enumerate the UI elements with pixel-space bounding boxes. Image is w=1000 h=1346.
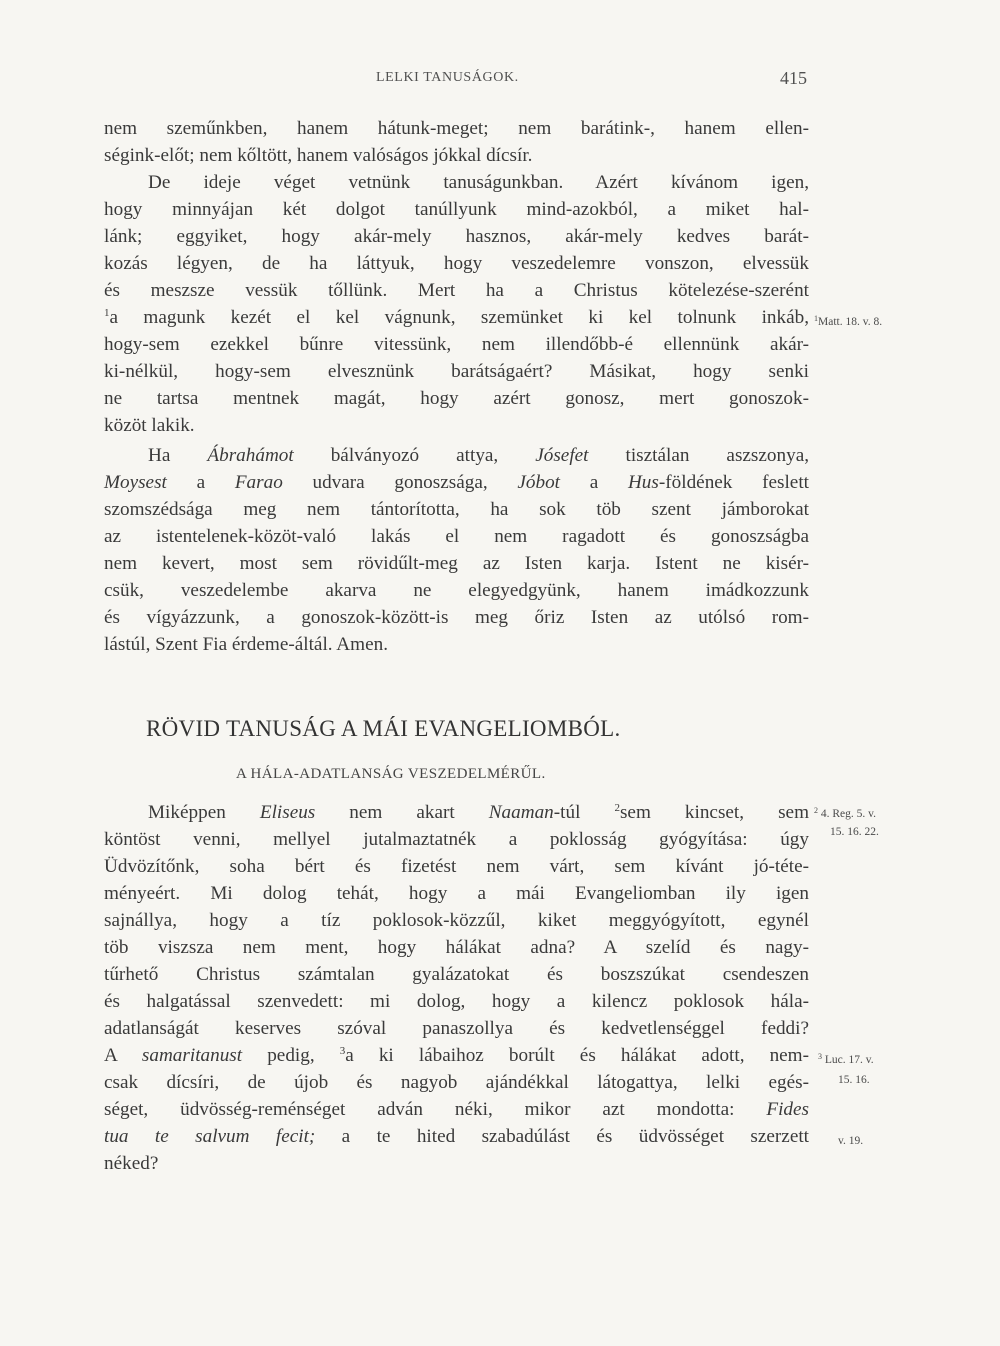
text-line: töb viszsza nem ment, hogy hálákat adna? A szelíd és nagy- xyxy=(104,937,809,958)
text-line: lástúl, Szent Fia érdeme-áltál. Amen. xyxy=(104,634,388,655)
margin-note-text: 4. Reg. 5. v. xyxy=(820,808,877,820)
italic-name: samaritanust xyxy=(141,1045,243,1066)
section-title: RÖVID TANUSÁG A MÁI EVANGELIOMBÓL. xyxy=(146,716,621,741)
text-line xyxy=(148,443,809,469)
margin-note: v. 19. xyxy=(838,1135,864,1147)
text-line: ne tartsa mentnek magát, hogy azért gonosz, mert gonoszok- xyxy=(104,388,809,409)
text-run: Miképpen xyxy=(148,802,260,823)
margin-note-text: Matt. 18. v. 8. xyxy=(818,316,883,328)
text-run: sem kincset, sem xyxy=(619,802,809,823)
footnote-mark: 3 xyxy=(339,1045,346,1057)
text-run: bálványozó attya, xyxy=(293,445,536,466)
text-run: -túl xyxy=(553,802,615,823)
text-run: nem akart xyxy=(315,802,489,823)
text-line: ki-nélkül, hogy-sem elvesznünk barátságaért? Másikat, hogy senki xyxy=(104,361,809,382)
italic-name: Naaman xyxy=(488,802,554,823)
footnote-mark: 2 xyxy=(614,802,620,814)
text-run: udvara gonoszsága, xyxy=(282,472,518,493)
italic-name: Moysest xyxy=(104,472,167,493)
text-line-content: a magunk kezét el kel vágnunk, szemünket ki kel tolnunk inkáb, xyxy=(109,307,809,328)
footnote-mark: 1 xyxy=(104,307,110,319)
text-run: Ha xyxy=(148,445,208,466)
text-line xyxy=(104,305,809,331)
italic-name: Farao xyxy=(234,472,283,493)
text-line: csak dícsíri, de újob és nagyob ajándékkal látogattya, lelki egés- xyxy=(104,1072,809,1093)
text-line xyxy=(104,1124,809,1150)
text-line: köntöst venni, mellyel jutalmaztatnék a poklosság gyógyítása: úgy xyxy=(104,829,809,850)
text-line: sajnállya, hogy a tíz poklosok-közzűl, kiket meggyógyított, egynél xyxy=(104,910,809,931)
italic-name: Hus xyxy=(627,472,659,493)
text-line xyxy=(104,1097,809,1123)
text-line: hogy minnyájan két dolgot tanúllyunk mind-azokból, a miket hal- xyxy=(104,199,809,220)
text-line: hogy-sem ezekkel bűnre vitessünk, nem illendőbb-é ellennünk akár- xyxy=(104,334,809,355)
margin-note-continued: 15. 16. xyxy=(838,1074,870,1086)
margin-note-text: Luc. 17. v. xyxy=(824,1054,874,1066)
margin-note xyxy=(814,806,876,822)
text-line: adatlanságát keserves szóval panaszollya és kedvetlenséggel feddi? xyxy=(104,1018,809,1039)
text-line: Üdvözítőnk, soha bért és fizetést nem várt, sem kívánt jó-téte- xyxy=(104,856,809,877)
italic-name: Ábrahámot xyxy=(207,445,294,466)
italic-quote: Fides xyxy=(766,1099,810,1120)
text-line: és vígyázzunk, a gonoszok-között-is meg őriz Isten az utólsó rom- xyxy=(104,607,809,628)
italic-name: Jósefet xyxy=(535,445,589,466)
text-line: ményeért. Mi dolog tehát, hogy a mái Evangeliomban ily igen xyxy=(104,883,809,904)
italic-name: Jóbot xyxy=(517,472,561,493)
text-line: kozás légyen, de ha láttyuk, hogy veszedelemre vonszon, elvessük xyxy=(104,253,809,274)
text-line: és meszsze vessük tőllünk. Mert ha a Christus kötelezése-szerént xyxy=(104,280,809,301)
text-line xyxy=(148,800,809,826)
text-run: a xyxy=(560,472,628,493)
running-title: LELKI TANUSÁGOK. xyxy=(376,70,519,85)
text-line: és halgatással szenvedett: mi dolog, hogy a kilencz poklosok hála- xyxy=(104,991,809,1012)
text-line: lánk; eggyiket, hogy akár-mely hasznos, akár-mely kedves barát- xyxy=(104,226,809,247)
text-run: tisztálan aszszonya, xyxy=(588,445,810,466)
italic-quote: tua te salvum fecit; xyxy=(104,1126,316,1147)
margin-note-mark: 1 xyxy=(814,314,818,323)
text-run: séget, üdvösség-reménséget adván néki, mikor azt mondotta: xyxy=(104,1099,735,1120)
text-run: a te hited szabadúlást és üdvösséget szerzett xyxy=(315,1126,809,1147)
text-line xyxy=(104,1043,809,1069)
margin-note-mark: 2 xyxy=(814,806,818,815)
text-line: nem kevert, most sem rövidűlt-meg az Isten karja. Istent ne kisér- xyxy=(104,553,809,574)
text-run: pedig, xyxy=(242,1045,340,1066)
text-run: -földének feslett xyxy=(658,472,809,493)
italic-name: Eliseus xyxy=(259,802,316,823)
text-line: ségink-előt; nem kőltött, hanem valóságos jókkal dícsír. xyxy=(104,145,533,166)
margin-note-mark: 3 xyxy=(818,1052,822,1061)
text-line: néked? xyxy=(104,1153,159,1174)
margin-note xyxy=(814,314,882,330)
text-run: a xyxy=(166,472,235,493)
text-line: csük, veszedelembe akarva ne elegyedgyünk, hanem imádkozzunk xyxy=(104,580,809,601)
text-line: tűrhető Christus számtalan gyalázatokat és boszszúkat csendeszen xyxy=(104,964,809,985)
text-line: szomszédsága meg nem tántorította, ha sok töb szent jámborokat xyxy=(104,499,809,520)
margin-note xyxy=(818,1052,874,1068)
text-line: De ideje véget vetnünk tanuságunkban. Azért kívánom igen, xyxy=(148,172,809,193)
page-number: 415 xyxy=(780,68,807,88)
text-line xyxy=(104,470,809,496)
text-line: közöt lakik. xyxy=(104,415,195,436)
text-run: A xyxy=(104,1045,142,1066)
text-run: a ki lábaihoz borúlt és hálákat adott, nem- xyxy=(345,1045,809,1066)
section-subtitle: A HÁLA-ADATLANSÁG VESZEDELMÉRŰL. xyxy=(236,766,546,782)
text-line: nem szeműnkben, hanem hátunk-meget; nem barátink-, hanem ellen- xyxy=(104,118,809,139)
margin-note-continued: 15. 16. 22. xyxy=(830,826,879,838)
text-line: az istentelenek-közöt-való lakás el nem ragadott és gonoszságba xyxy=(104,526,809,547)
